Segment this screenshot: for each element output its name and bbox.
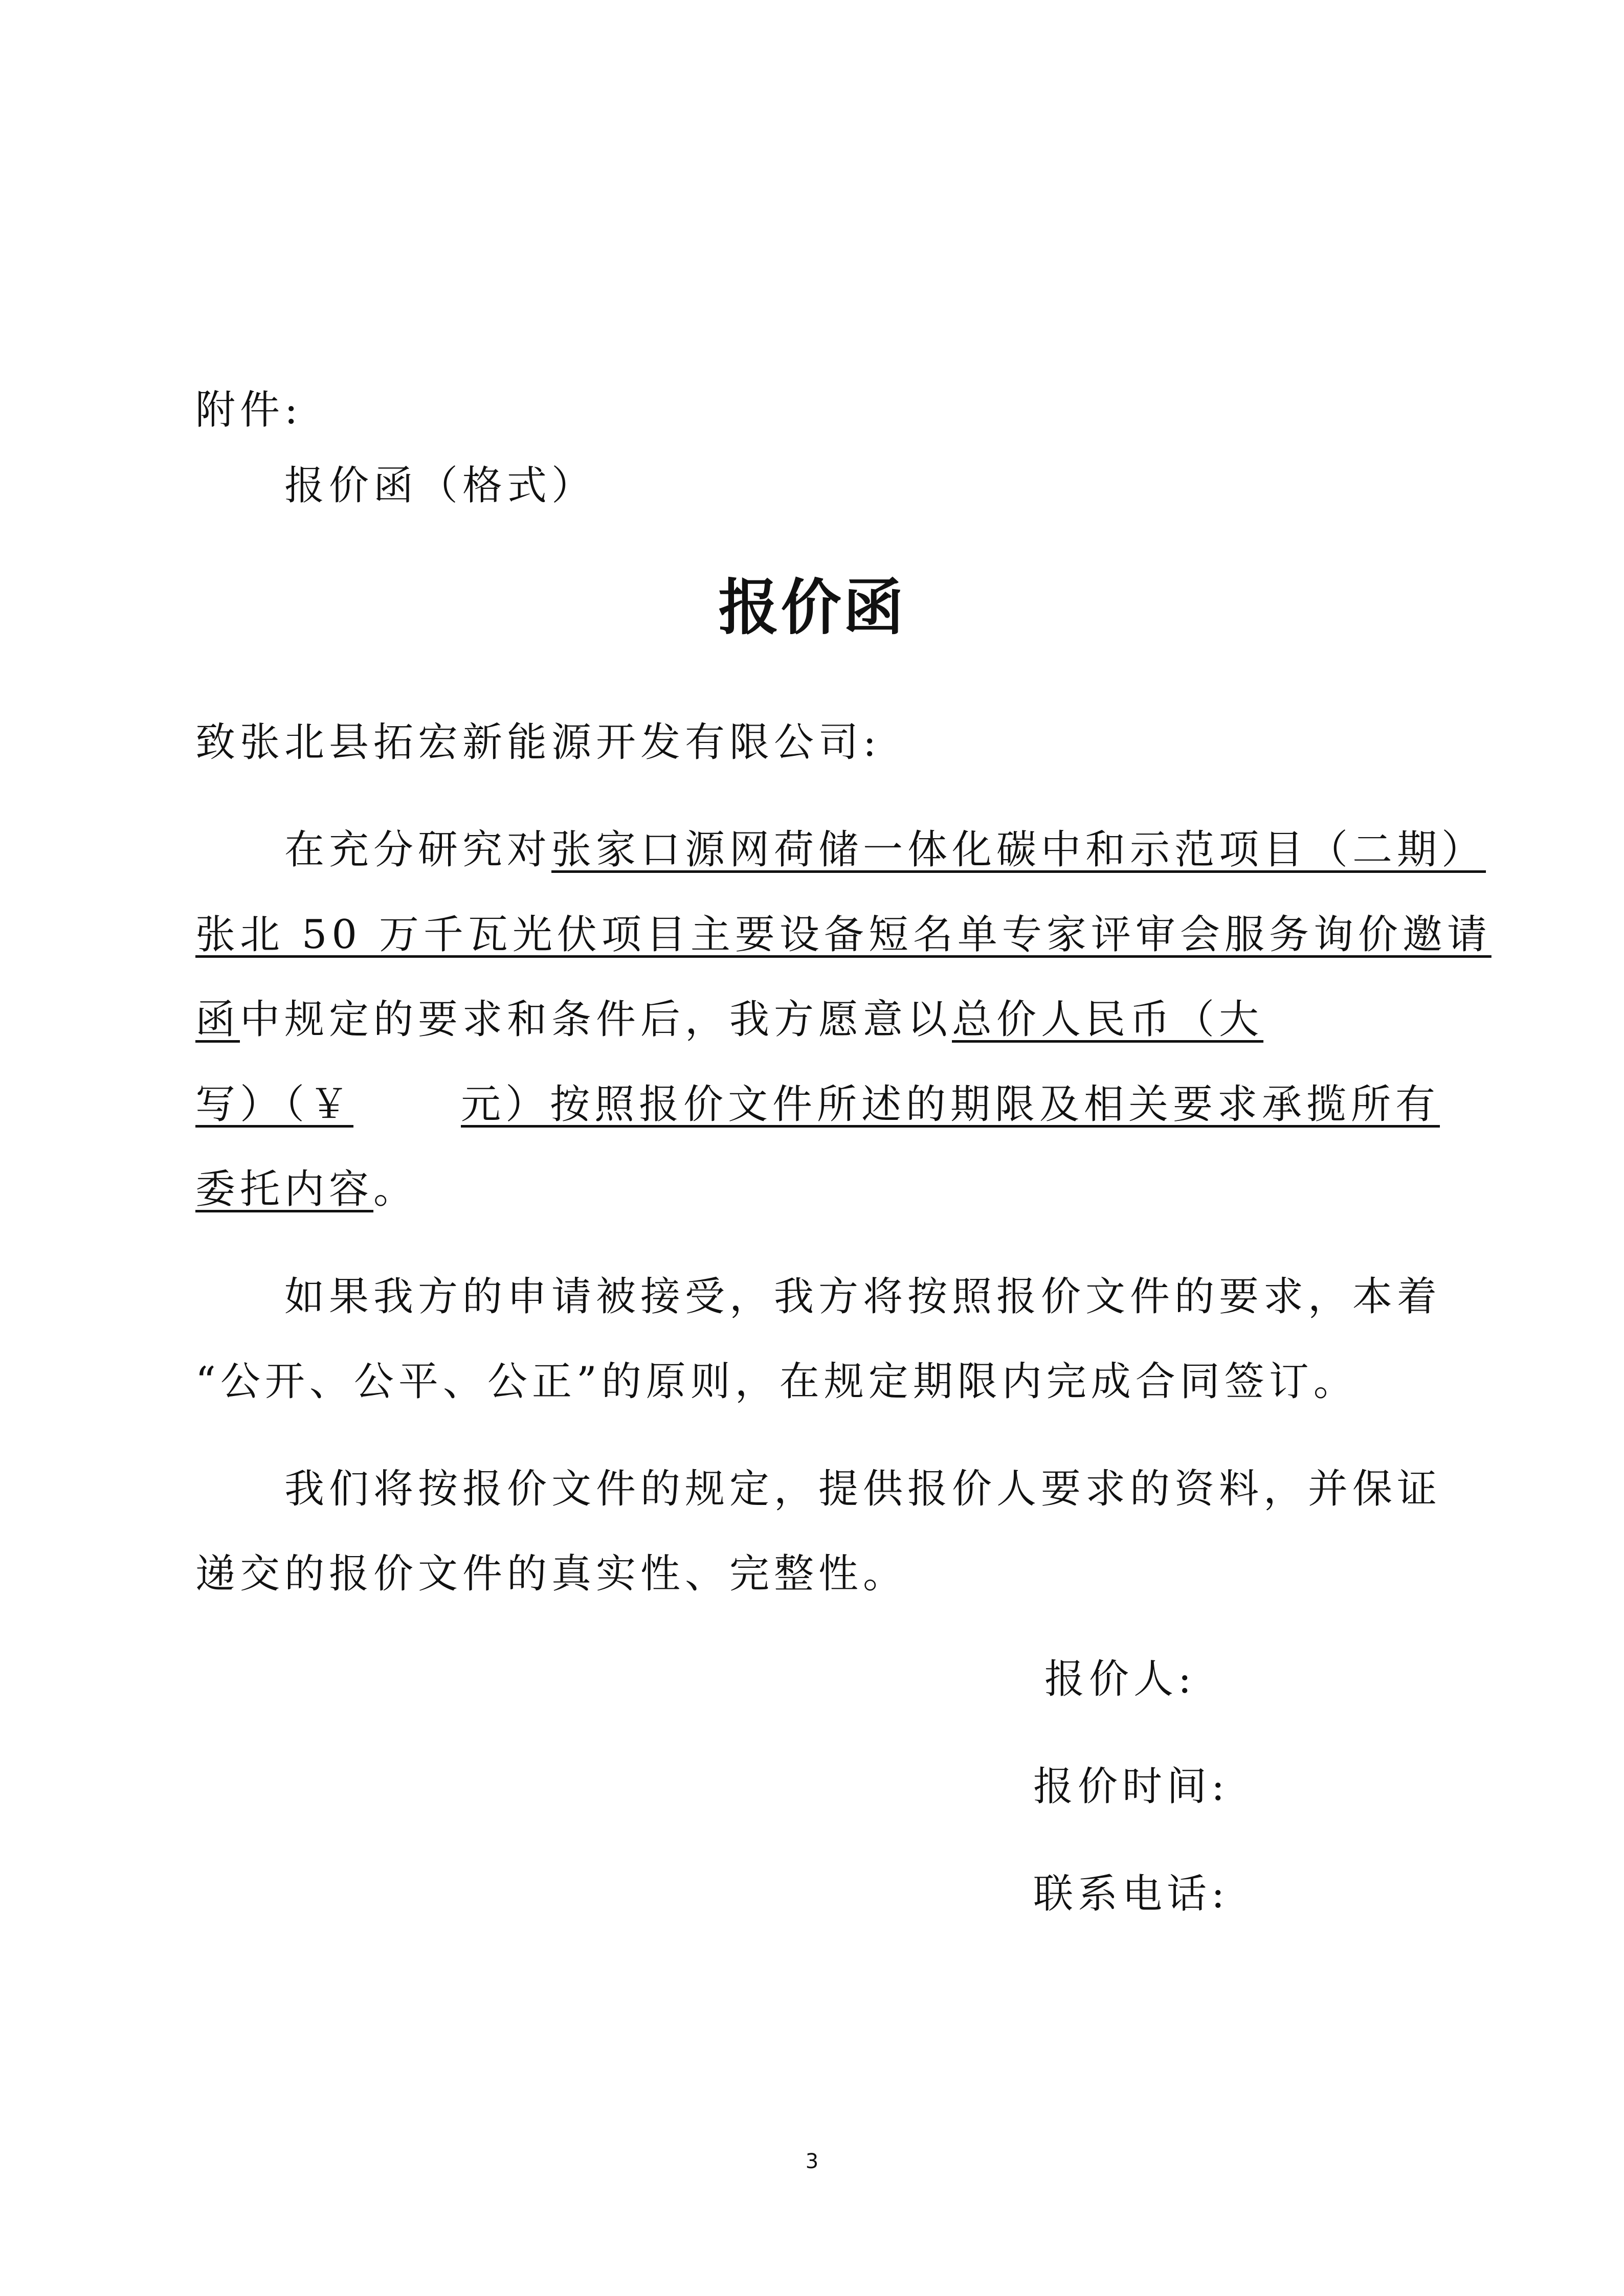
price-amount-underlined: 写）（￥ 元）按照报价文件所述的期限及相关要求承揽所有 bbox=[195, 1082, 1440, 1128]
addressee: 致张北县拓宏新能源开发有限公司: bbox=[195, 719, 881, 766]
paragraph-3-line-2: 递交的报价文件的真实性、完整性。 bbox=[195, 1551, 908, 1597]
p1-prefix: 在充分研究对 bbox=[284, 827, 552, 873]
bidder-label: 报价人: bbox=[1044, 1656, 1196, 1702]
project-name-continued: 张北 50 万千瓦光伏项目主要设备短名单专家评审会服务询价邀请 bbox=[195, 912, 1492, 958]
paragraph-3-line-1: 我们将按报价文件的规定，提供报价人要求的资料，并保证 bbox=[284, 1466, 1442, 1512]
paragraph-1-line-5 bbox=[195, 1164, 418, 1215]
total-price-label: 总价人民币（大 bbox=[952, 997, 1264, 1043]
entrusted-content: 委托内容 bbox=[195, 1166, 374, 1212]
paragraph-1-line-1 bbox=[284, 824, 1486, 875]
page-number: 3 bbox=[805, 2150, 819, 2173]
p1-middle: 中规定的要求和条件后，我方愿意以 bbox=[240, 997, 952, 1043]
page-title: 报价函 bbox=[718, 572, 906, 643]
format-label: 报价函（格式） bbox=[284, 463, 596, 509]
bid-time-label: 报价时间: bbox=[1033, 1764, 1230, 1810]
paragraph-2-line-1: 如果我方的申请被接受，我方将按照报价文件的要求，本着 bbox=[284, 1274, 1442, 1320]
paragraph-1-line-3 bbox=[195, 994, 1263, 1045]
p1-end: 。 bbox=[373, 1166, 418, 1212]
project-name-underlined: 张家口源网荷储一体化碳中和示范项目（二期） bbox=[551, 827, 1486, 873]
phone-label: 联系电话: bbox=[1033, 1871, 1230, 1917]
paragraph-2-line-2: “公开、公平、公正”的原则，在规定期限内完成合同签订。 bbox=[195, 1359, 1358, 1405]
paragraph-1-line-4 bbox=[195, 1079, 1440, 1130]
attachment-label: 附件: bbox=[195, 387, 303, 433]
project-name-end: 函 bbox=[195, 997, 240, 1043]
paragraph-1-line-2 bbox=[195, 909, 1492, 960]
